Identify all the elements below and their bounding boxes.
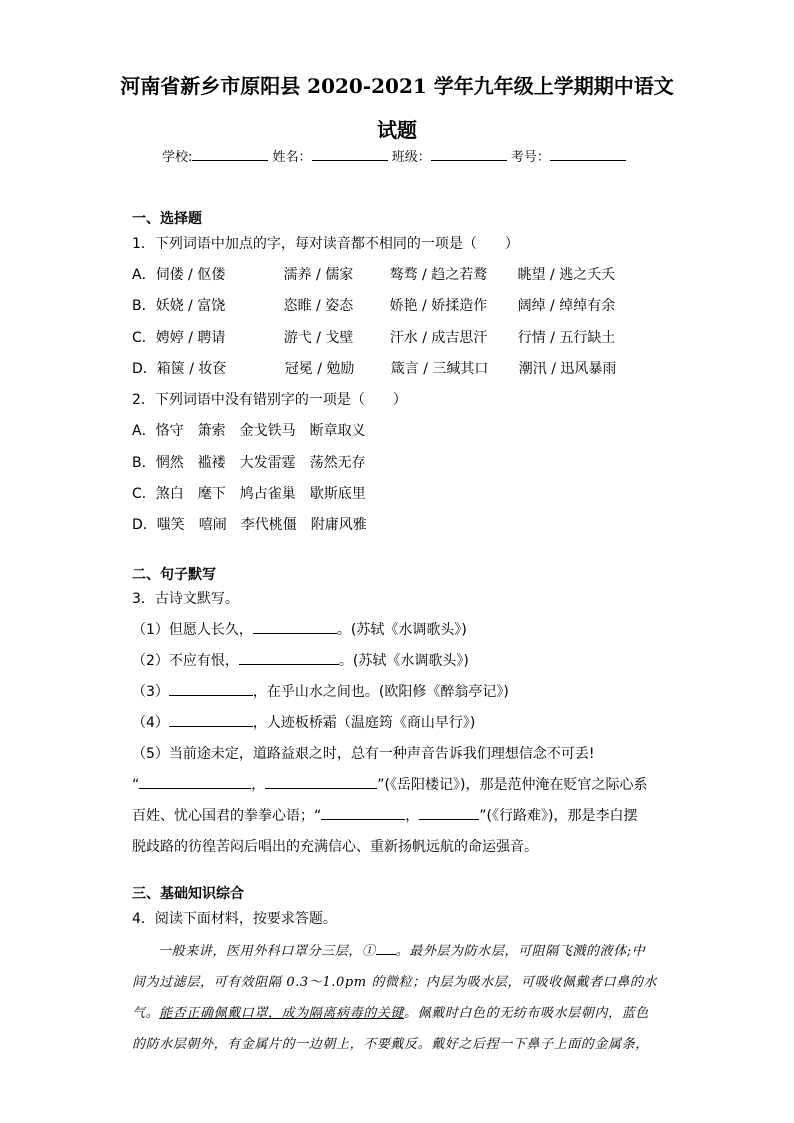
name-label: 姓名： xyxy=(272,150,312,165)
answer-blank[interactable] xyxy=(169,681,253,696)
q2-option-a xyxy=(132,420,380,440)
option-item: 恪守 xyxy=(155,423,184,439)
option-letter: A． xyxy=(132,267,156,283)
number-blank xyxy=(550,146,626,161)
q1-option-b xyxy=(132,295,615,315)
option-item: 妖娆 / 富饶 xyxy=(155,298,226,314)
passage-line3 xyxy=(132,1002,664,1021)
line-text: ”(《岳阳楼记》)，那是范仲淹在贬官之际心系 xyxy=(377,777,648,793)
line-text: ， xyxy=(405,808,420,824)
answer-blank[interactable] xyxy=(139,774,251,789)
option-item: 箱箧 / 妆奁 xyxy=(156,361,227,377)
line-text: （3） xyxy=(132,684,169,700)
q1-option-a xyxy=(132,264,615,284)
option-item: 鸠占雀巢 xyxy=(239,486,296,502)
option-letter: A． xyxy=(132,423,156,439)
option-item: 娉婷 / 聘请 xyxy=(155,330,226,346)
option-item: 娇艳 / 娇揉造作 xyxy=(389,298,488,314)
option-item: 金戈铁马 xyxy=(239,423,296,439)
line-text: （1）但愿人长久， xyxy=(132,622,253,638)
option-item: 濡养 / 儒家 xyxy=(283,267,354,283)
answer-blank[interactable] xyxy=(419,805,479,820)
underlined-sentence: 能否正确佩戴口罩，成为隔离病毒的关键 xyxy=(159,1006,405,1021)
name-blank xyxy=(312,146,388,161)
option-item: 游弋 / 戈壁 xyxy=(283,330,354,346)
option-item: 嘻闹 xyxy=(198,517,227,533)
line-text: ，在乎山水之间也。(欧阳修《醉翁亭记》) xyxy=(252,684,509,700)
option-item: 麾下 xyxy=(197,486,226,502)
passage-line1 xyxy=(132,940,664,959)
answer-blank[interactable] xyxy=(376,940,396,955)
q3-line1 xyxy=(132,619,467,639)
student-info-row xyxy=(162,146,626,165)
option-item: 煞白 xyxy=(155,486,184,502)
option-item: 李代桃僵 xyxy=(240,517,297,533)
option-item: 荡然无存 xyxy=(309,455,366,471)
line-text: （4） xyxy=(132,715,169,731)
q3-line4 xyxy=(132,712,475,732)
option-item: 箫索 xyxy=(197,423,226,439)
q3-stem: 3．古诗文默写。 xyxy=(132,591,239,607)
passage-text: 一般来讲，医用外科口罩分三层， xyxy=(158,944,363,959)
number-label: 考号： xyxy=(510,150,550,165)
q3-line8: 脱歧路的彷徨苦闷后唱出的充满信心、重新扬帆远航的命运强音。 xyxy=(132,839,538,855)
line-text: “ xyxy=(132,777,140,793)
line-text: 。(苏轼《水调歌头》) xyxy=(336,622,467,638)
answer-blank[interactable] xyxy=(239,650,339,665)
line-text: （2）不应有恨， xyxy=(132,653,239,669)
option-item: 骜骛 / 趋之若鹜 xyxy=(389,267,488,283)
option-item: 眺望 / 逃之夭夭 xyxy=(517,267,616,283)
q2-option-d xyxy=(132,514,381,534)
section3-heading: 三、基础知识综合 xyxy=(132,886,244,902)
passage-line4: 的防水层朝外，有金属片的一边朝上，不要戴反。戴好之后捏一下鼻子上面的金属条， xyxy=(132,1037,649,1052)
option-letter: B． xyxy=(132,298,156,314)
option-item: 箴言 / 三缄其口 xyxy=(390,361,489,377)
q3-line6 xyxy=(132,774,647,794)
q3-line7 xyxy=(132,805,637,825)
q1-option-d xyxy=(132,358,616,378)
passage-line2: 间为过滤层，可有效阻隔 0.3～1.0pm 的微粒；内层为吸水层，可吸收佩戴者口鼻的水 xyxy=(132,975,658,990)
q3-line5: （5）当前途未定，道路益艰之时，总有一种声音告诉我们理想信念不可丢! xyxy=(132,746,595,762)
option-item: 潮汛 / 迅风暴雨 xyxy=(518,361,617,377)
option-item: 大发雷霆 xyxy=(239,455,296,471)
option-item: 行情 / 五行缺土 xyxy=(517,330,616,346)
q1-stem: 1．下列词语中加点的字，每对读音都不相同的一项是（ ） xyxy=(132,236,519,252)
line-text: 百姓、忧心国君的拳拳心语；“ xyxy=(132,808,322,824)
q3-line2 xyxy=(132,650,469,670)
answer-blank[interactable] xyxy=(321,805,405,820)
q4-stem: 4．阅读下面材料，按要求答题。 xyxy=(132,911,337,927)
q1-option-c xyxy=(132,327,615,347)
option-item: 汗水 / 成吉思汗 xyxy=(389,330,488,346)
option-item: 恣睢 / 姿态 xyxy=(283,298,354,314)
option-letter: D． xyxy=(132,517,157,533)
q2-option-b xyxy=(132,452,380,472)
option-letter: B． xyxy=(132,455,156,471)
section1-heading: 一、选择题 xyxy=(132,211,202,227)
class-blank xyxy=(431,146,507,161)
passage-text: 。佩戴时白色的无纺布吸水层朝内，蓝色 xyxy=(404,1006,649,1021)
option-item: 断章取义 xyxy=(309,423,366,439)
line-text: ， xyxy=(251,777,266,793)
q2-option-c xyxy=(132,483,380,503)
answer-blank[interactable] xyxy=(169,712,253,727)
passage-text: 气。 xyxy=(132,1006,160,1021)
option-item: 阔绰 / 绰绰有余 xyxy=(517,298,616,314)
option-item: 惘然 xyxy=(155,455,184,471)
school-label: 学校: xyxy=(162,150,193,165)
section2-heading: 二、句子默写 xyxy=(132,567,216,583)
class-label: 班级： xyxy=(391,150,431,165)
school-blank xyxy=(192,146,268,161)
option-letter: C． xyxy=(132,330,156,346)
option-item: 褴褛 xyxy=(197,455,226,471)
option-letter: D． xyxy=(132,361,157,377)
exam-title-line2: 试题 xyxy=(377,118,417,142)
option-item: 冠冕 / 勉励 xyxy=(284,361,355,377)
passage-text: 。最外层为防水层，可阻隔飞溅的液体;中 xyxy=(395,944,646,959)
option-item: 附庸风雅 xyxy=(310,517,367,533)
exam-title-line1: 河南省新乡市原阳县 2020-2021 学年九年级上学期期中语文 xyxy=(120,74,674,98)
option-item: 嗤笑 xyxy=(156,517,185,533)
option-letter: C． xyxy=(132,486,156,502)
blank-marker: ① xyxy=(362,944,376,959)
answer-blank[interactable] xyxy=(265,774,377,789)
answer-blank[interactable] xyxy=(253,619,337,634)
q3-line3 xyxy=(132,681,509,701)
line-text: ”(《行路难》)，那是李白摆 xyxy=(479,808,638,824)
line-text: ，人迹板桥霜（温庭筠《商山早行》) xyxy=(252,715,476,731)
option-item: 伺偻 / 伛偻 xyxy=(155,267,226,283)
line-text: 。(苏轼《水调歌头》) xyxy=(338,653,469,669)
option-item: 歇斯底里 xyxy=(309,486,366,502)
q2-stem: 2．下列词语中没有错别字的一项是（ ） xyxy=(132,392,407,408)
